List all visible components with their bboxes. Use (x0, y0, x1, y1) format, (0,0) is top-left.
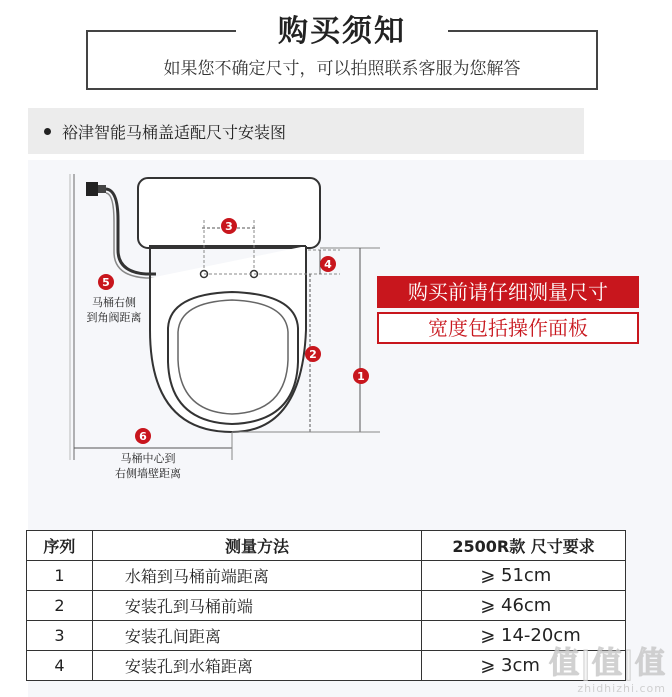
label-6-line2: 右侧墙壁距离 (115, 467, 181, 480)
header-method: 测量方法 (92, 531, 421, 561)
row-method: 安装孔到水箱距离 (92, 651, 421, 681)
water-tank (138, 178, 320, 248)
page-subtitle: 如果您不确定尺寸，可以拍照联系客服为您解答 (163, 59, 521, 79)
notice-line-2: 宽度包括操作面板 (377, 312, 639, 344)
row-req: ⩾ 14-20cm (422, 621, 626, 651)
label-5-line2: 到角阀距离 (86, 311, 142, 324)
watermark (549, 638, 666, 695)
row-method: 安装孔间距离 (92, 621, 421, 651)
header-seq: 序列 (27, 531, 93, 561)
watermark-logo: 值|值|值 (549, 646, 666, 681)
section-title: 裕津智能马桶盖适配尺寸安装图 (62, 123, 287, 142)
page-title: 购买须知 (278, 14, 406, 49)
marker-4: 4 (324, 258, 332, 271)
angle-valve-stem (98, 185, 106, 193)
table-row (27, 561, 626, 591)
table-row (27, 621, 626, 651)
measurement-notice (377, 276, 639, 344)
table-header-row (27, 531, 626, 561)
row-method: 水箱到马桶前端距离 (92, 561, 421, 591)
size-requirement-table (26, 530, 626, 681)
notice-line-1: 购买前请仔细测量尺寸 (377, 276, 639, 308)
marker-5: 5 (102, 276, 110, 289)
marker-2: 2 (309, 348, 317, 361)
toilet-seat-inner (178, 300, 288, 414)
marker-6: 6 (139, 430, 147, 443)
row-seq: 1 (27, 561, 93, 591)
row-req: ⩾ 46cm (422, 591, 626, 621)
label-5-line1: 马桶右侧 (92, 296, 136, 309)
row-req: ⩾ 3cm (422, 651, 626, 681)
row-seq: 4 (27, 651, 93, 681)
toilet-diagram (0, 160, 672, 530)
row-seq: 2 (27, 591, 93, 621)
watermark-url: zhidhizhi.com (577, 682, 666, 695)
header-req: 2500R款 尺寸要求 (422, 531, 626, 561)
row-req: ⩾ 51cm (422, 561, 626, 591)
label-6-line1: 马桶中心到 (120, 452, 176, 465)
marker-3: 3 (225, 220, 233, 233)
table-row (27, 651, 626, 681)
bullet-icon (44, 128, 51, 135)
row-method: 安装孔到马桶前端 (92, 591, 421, 621)
marker-1: 1 (357, 370, 365, 383)
row-seq: 3 (27, 621, 93, 651)
angle-valve-icon (86, 182, 98, 196)
table-row (27, 591, 626, 621)
purchase-notice-header (86, 0, 598, 92)
section-banner (28, 108, 584, 154)
